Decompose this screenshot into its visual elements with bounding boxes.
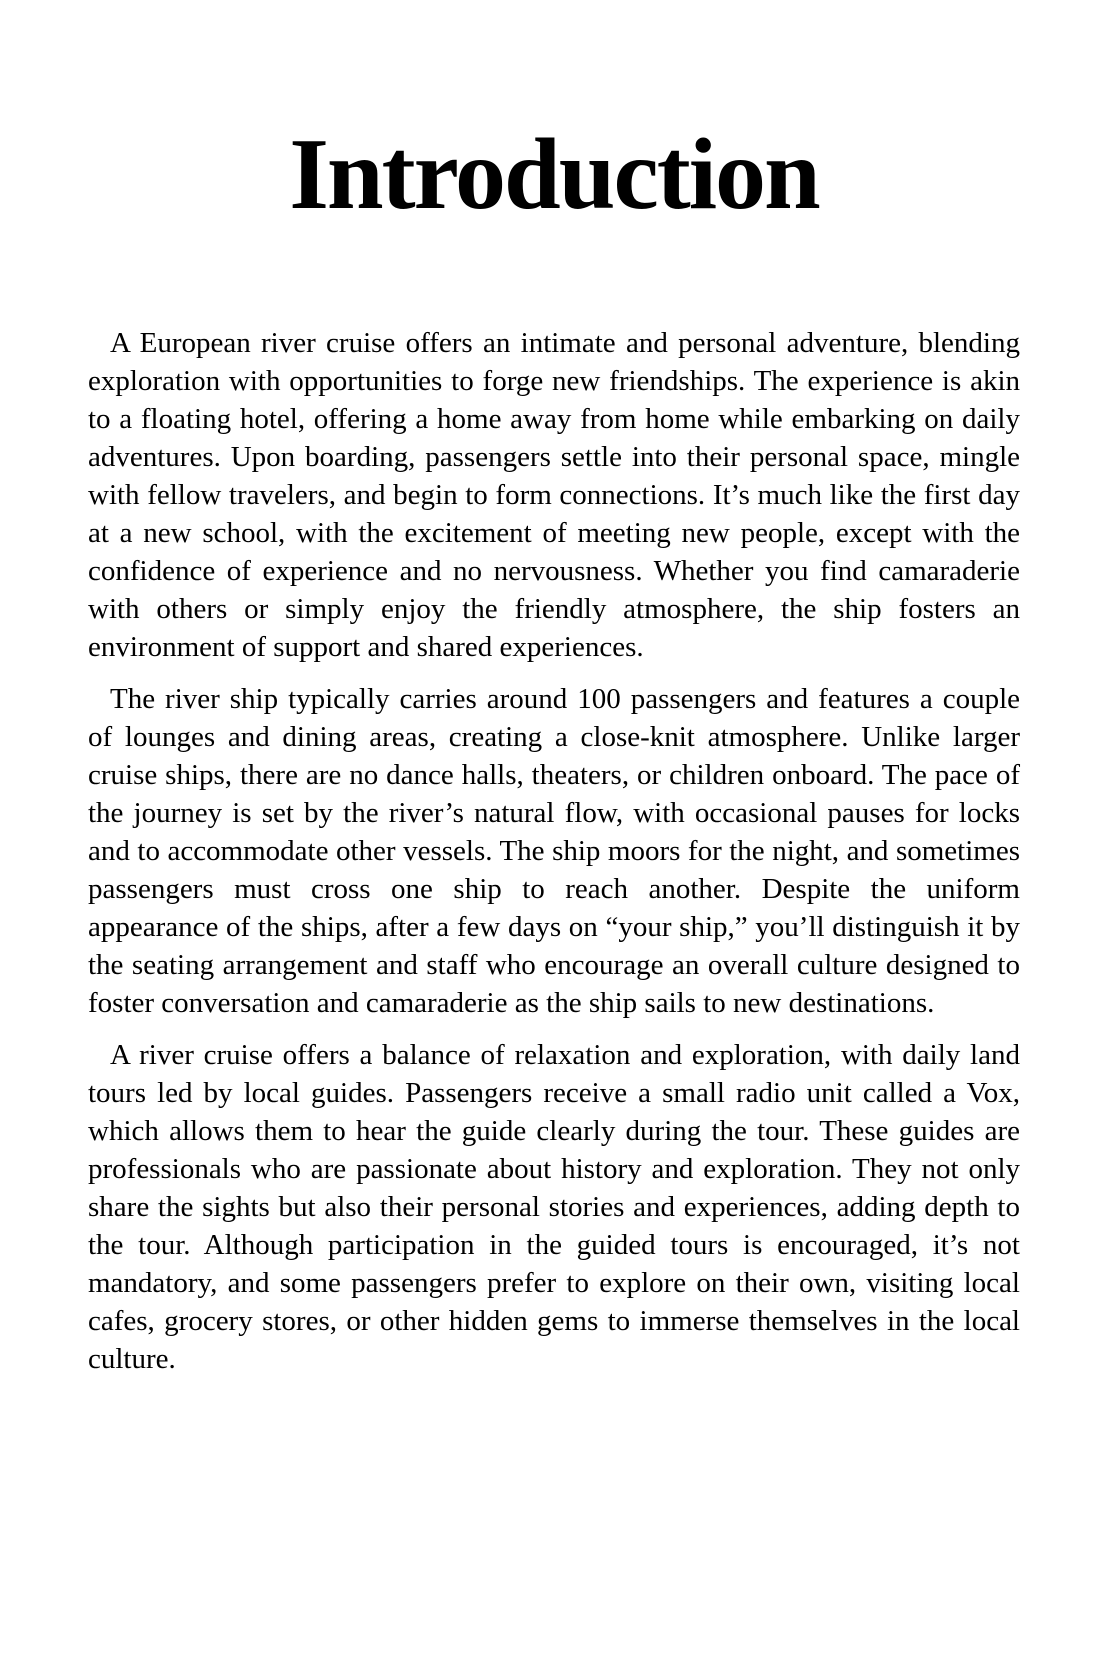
paragraph-3: A river cruise offers a balance of relaxation and exploration, with daily land tours led by local guides. Passengers receive a small radio unit called a Vox, which allows them to hear the guide clearly during the tour. These guides are professionals who are passionate about history and exploration. They not only share the sights but also their personal stories and experiences, adding depth to the tour. Although participation in the guided tours is encouraged, it’s not mandatory, and some passengers prefer to explore on their own, visiting local cafes, grocery stores, or other hidden gems to immerse themselves in the local culture. [88,1039,1020,1375]
paragraph-2: The river ship typically carries around 100 passengers and features a couple of lounges and dining areas, creating a close-knit atmosphere. Unlike larger cruise ships, there are no dance halls, theaters, or children onboard. The pace of the journey is set by the river’s natural flow, with occasional pauses for locks and to accommodate other vessels. The ship moors for the night, and sometimes passengers must cross one ship to reach another. Despite the uniform appearance of the ships, after a few days on “your ship,” you’ll distinguish it by the seating arrangement and staff who encourage an overall culture designed to foster conversation and camaraderie as the ship sails to new destinations. [88,683,1020,1019]
page-title: Introduction [289,118,819,231]
page-body [88,324,1020,1378]
paragraph-1: A European river cruise offers an intimate and personal adventure, blending exploration with opportunities to forge new friendships. The experience is akin to a floating hotel, offering a home away from home while embarking on daily adventures. Upon boarding, passengers settle into their personal space, mingle with fellow travelers, and begin to form connections. It’s much like the first day at a new school, with the excitement of meeting new people, except with the confidence of experience and no nervousness. Whether you find camaraderie with others or simply enjoy the friendly atmosphere, the ship fosters an environment of support and shared experiences. [88,327,1020,663]
